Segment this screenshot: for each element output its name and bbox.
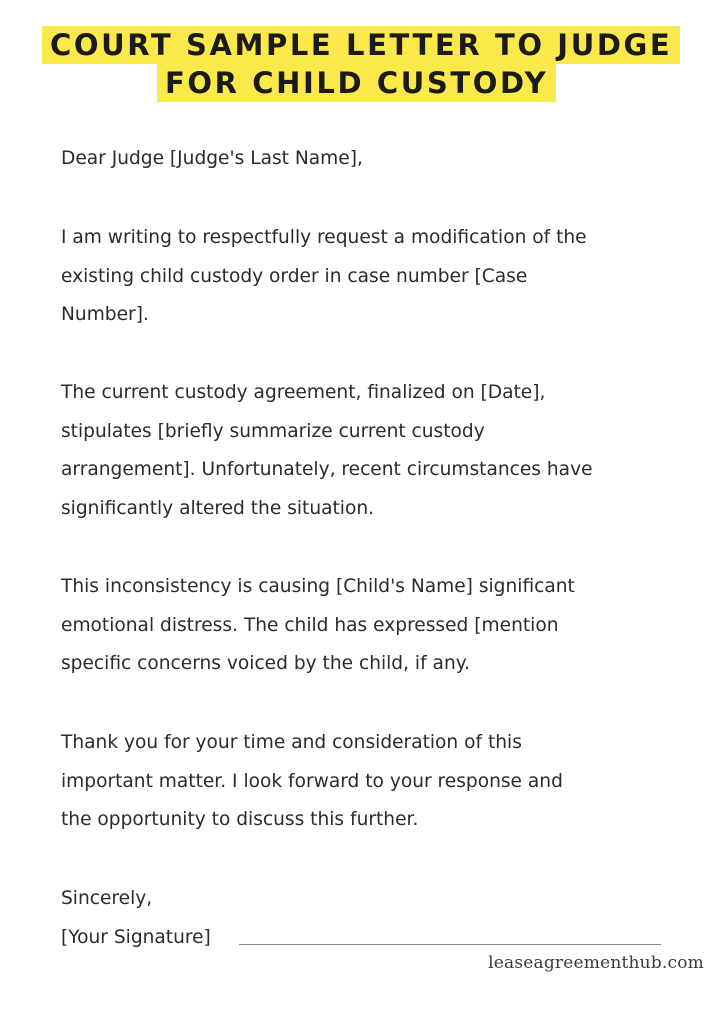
- paragraph-current-agreement: The current custody agreement, finalized on [Date], stipulates [briefly summarize current custody arrangement]. Unfortunately, recent circumstances have significantly altered the situation.: [61, 382, 593, 519]
- signature-block: [61, 919, 661, 957]
- title-line-2: FOR CHILD CUSTODY: [157, 64, 556, 102]
- paragraph-request: I am writing to respectfully request a modification of the existing child custody order in case number [Case Number].: [61, 227, 587, 325]
- paragraph-thank-you: Thank you for your time and consideration of this important matter. I look forward to your response and the opportunity to discuss this further.: [61, 732, 563, 830]
- watermark: leaseagreementhub.com: [488, 953, 704, 973]
- title-line-1: COURT SAMPLE LETTER TO JUDGE: [42, 26, 680, 64]
- greeting: Dear Judge [Judge's Last Name],: [61, 148, 363, 169]
- closing: Sincerely,: [61, 888, 153, 909]
- paragraph-child-distress: This inconsistency is causing [Child's Name] significant emotional distress. The child has expressed [mention specific concerns voiced by the child, if any.: [61, 576, 575, 674]
- signature-label: [Your Signature]: [61, 927, 211, 948]
- signature-line: [239, 944, 661, 945]
